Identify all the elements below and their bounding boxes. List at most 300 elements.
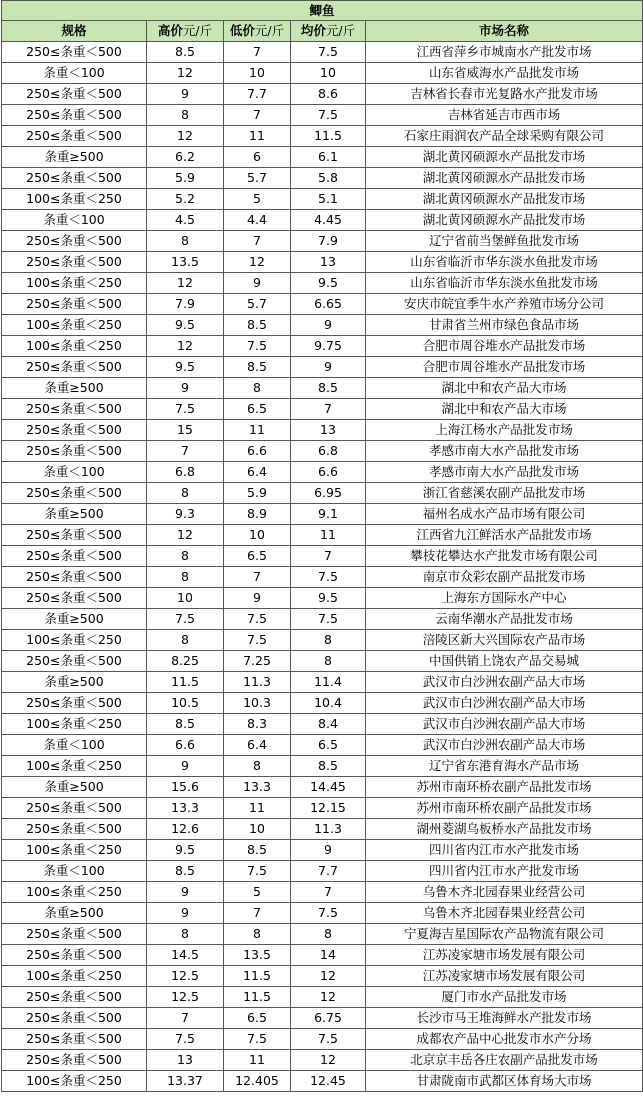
table-row <box>2 714 643 735</box>
cell-high: 12 <box>147 63 224 84</box>
cell-avg: 9.75 <box>291 336 366 357</box>
cell-high: 12.5 <box>147 966 224 987</box>
cell-market: 山东省临沂市华东淡水鱼批发市场 <box>366 273 643 294</box>
cell-spec: 100≤条重＜250 <box>2 189 147 210</box>
cell-spec: 250≤条重＜500 <box>2 1050 147 1071</box>
table-row <box>2 903 643 924</box>
cell-high: 8.25 <box>147 651 224 672</box>
cell-low: 8 <box>224 756 291 777</box>
cell-low: 7.25 <box>224 651 291 672</box>
header-high-unit: 元/斤 <box>182 23 213 38</box>
cell-spec: 条重≥500 <box>2 777 147 798</box>
table-row <box>2 252 643 273</box>
table-row <box>2 672 643 693</box>
table-row <box>2 399 643 420</box>
cell-high: 5.9 <box>147 168 224 189</box>
cell-market: 孝感市南大水产品批发市场 <box>366 462 643 483</box>
header-low-label: 低价 <box>229 23 255 38</box>
cell-spec: 250≤条重＜500 <box>2 651 147 672</box>
header-avg-label: 均价 <box>300 23 326 38</box>
cell-avg: 9 <box>291 315 366 336</box>
cell-market: 石家庄雨润农产品全球采购有限公司 <box>366 126 643 147</box>
cell-high: 9.3 <box>147 504 224 525</box>
cell-low: 7 <box>224 231 291 252</box>
cell-spec: 条重＜100 <box>2 735 147 756</box>
table-title-row <box>2 1 643 21</box>
table-header-row <box>2 21 643 42</box>
cell-high: 8 <box>147 105 224 126</box>
cell-low: 6.5 <box>224 1008 291 1029</box>
cell-spec: 250≤条重＜500 <box>2 105 147 126</box>
cell-avg: 6.75 <box>291 1008 366 1029</box>
cell-market: 湖北中和农产品大市场 <box>366 399 643 420</box>
cell-low: 9 <box>224 588 291 609</box>
cell-low: 8.5 <box>224 315 291 336</box>
cell-spec: 250≤条重＜500 <box>2 1008 147 1029</box>
cell-spec: 250≤条重＜500 <box>2 168 147 189</box>
table-row <box>2 483 643 504</box>
cell-low: 7 <box>224 105 291 126</box>
cell-avg: 8.5 <box>291 378 366 399</box>
cell-market: 辽宁省东港育海水产品市场 <box>366 756 643 777</box>
cell-avg: 6.5 <box>291 735 366 756</box>
header-market-label: 市场名称 <box>478 23 529 38</box>
cell-spec: 250≤条重＜500 <box>2 819 147 840</box>
cell-spec: 100≤条重＜250 <box>2 315 147 336</box>
cell-low: 8.3 <box>224 714 291 735</box>
cell-low: 11 <box>224 420 291 441</box>
cell-low: 6 <box>224 147 291 168</box>
cell-spec: 100≤条重＜250 <box>2 966 147 987</box>
cell-high: 8 <box>147 483 224 504</box>
cell-avg: 6.8 <box>291 441 366 462</box>
cell-low: 13.5 <box>224 945 291 966</box>
cell-market: 北京京丰岳各庄农副产品批发市场 <box>366 1050 643 1071</box>
cell-low: 5.9 <box>224 483 291 504</box>
cell-low: 7.5 <box>224 609 291 630</box>
cell-avg: 8.5 <box>291 756 366 777</box>
cell-market: 武汉市白沙洲农副产品大市场 <box>366 714 643 735</box>
cell-spec: 250≤条重＜500 <box>2 420 147 441</box>
table-row <box>2 420 643 441</box>
cell-low: 11 <box>224 1050 291 1071</box>
cell-spec: 250≤条重＜500 <box>2 567 147 588</box>
cell-low: 10 <box>224 819 291 840</box>
cell-market: 吉林省长春市光复路水产批发市场 <box>366 84 643 105</box>
cell-low: 7.5 <box>224 336 291 357</box>
cell-spec: 250≤条重＜500 <box>2 231 147 252</box>
cell-avg: 7.5 <box>291 105 366 126</box>
cell-spec: 条重≥500 <box>2 504 147 525</box>
cell-avg: 6.6 <box>291 462 366 483</box>
cell-spec: 100≤条重＜250 <box>2 882 147 903</box>
table-row <box>2 1071 643 1092</box>
table-row <box>2 609 643 630</box>
cell-spec: 250≤条重＜500 <box>2 1029 147 1050</box>
cell-high: 9 <box>147 84 224 105</box>
table-row <box>2 630 643 651</box>
cell-avg: 7.5 <box>291 42 366 63</box>
cell-market: 福州名成水产品市场有限公司 <box>366 504 643 525</box>
cell-spec: 100≤条重＜250 <box>2 336 147 357</box>
cell-market: 云南华潮水产品批发市场 <box>366 609 643 630</box>
table-row <box>2 924 643 945</box>
cell-avg: 5.8 <box>291 168 366 189</box>
cell-low: 12.405 <box>224 1071 291 1092</box>
cell-high: 5.2 <box>147 189 224 210</box>
header-avg <box>291 21 366 42</box>
cell-avg: 9.5 <box>291 273 366 294</box>
cell-spec: 250≤条重＜500 <box>2 441 147 462</box>
cell-high: 12 <box>147 126 224 147</box>
cell-market: 上海江杨水产品批发市场 <box>366 420 643 441</box>
cell-low: 7 <box>224 42 291 63</box>
cell-market: 江西省萍乡市城南水产批发市场 <box>366 42 643 63</box>
cell-high: 8.5 <box>147 861 224 882</box>
cell-market: 合肥市周谷堆水产品批发市场 <box>366 357 643 378</box>
header-avg-unit: 元/斤 <box>325 23 356 38</box>
cell-high: 12 <box>147 525 224 546</box>
cell-high: 7.5 <box>147 399 224 420</box>
cell-spec: 250≤条重＜500 <box>2 945 147 966</box>
cell-high: 7.9 <box>147 294 224 315</box>
cell-low: 6.5 <box>224 399 291 420</box>
cell-spec: 条重≥500 <box>2 903 147 924</box>
table-row <box>2 945 643 966</box>
cell-low: 7 <box>224 567 291 588</box>
table-row <box>2 861 643 882</box>
table-title: 鲫鱼 <box>2 1 643 21</box>
cell-avg: 9 <box>291 840 366 861</box>
cell-market: 湖北黄冈硕源水产品批发市场 <box>366 189 643 210</box>
cell-spec: 250≤条重＜500 <box>2 588 147 609</box>
cell-spec: 条重＜100 <box>2 462 147 483</box>
cell-high: 12 <box>147 336 224 357</box>
table-row <box>2 1050 643 1071</box>
cell-low: 4.4 <box>224 210 291 231</box>
cell-high: 12 <box>147 273 224 294</box>
cell-low: 7.7 <box>224 84 291 105</box>
cell-avg: 8 <box>291 924 366 945</box>
cell-avg: 7.5 <box>291 567 366 588</box>
cell-low: 7 <box>224 903 291 924</box>
cell-low: 9 <box>224 273 291 294</box>
header-high <box>147 21 224 42</box>
cell-high: 13 <box>147 1050 224 1071</box>
cell-spec: 条重≥500 <box>2 147 147 168</box>
header-low-unit: 元/斤 <box>254 23 285 38</box>
cell-spec: 条重≥500 <box>2 378 147 399</box>
cell-market: 长沙市马王堆海鲜水产批发市场 <box>366 1008 643 1029</box>
cell-spec: 250≤条重＜500 <box>2 126 147 147</box>
cell-avg: 8.6 <box>291 84 366 105</box>
cell-avg: 6.95 <box>291 483 366 504</box>
cell-market: 四川省内江市水产批发市场 <box>366 861 643 882</box>
cell-high: 6.6 <box>147 735 224 756</box>
cell-market: 厦门市水产品批发市场 <box>366 987 643 1008</box>
cell-market: 合肥市周谷堆水产品批发市场 <box>366 336 643 357</box>
table-row <box>2 693 643 714</box>
table-row <box>2 504 643 525</box>
cell-market: 中国供销上饶农产品交易城 <box>366 651 643 672</box>
cell-high: 7 <box>147 441 224 462</box>
cell-low: 11 <box>224 126 291 147</box>
cell-high: 14.5 <box>147 945 224 966</box>
cell-market: 涪陵区新大兴国际农产品市场 <box>366 630 643 651</box>
cell-high: 9.5 <box>147 315 224 336</box>
header-spec-label: 规格 <box>61 23 87 38</box>
cell-avg: 6.65 <box>291 294 366 315</box>
table-row <box>2 315 643 336</box>
cell-low: 8.5 <box>224 840 291 861</box>
cell-low: 7.5 <box>224 861 291 882</box>
cell-low: 7.5 <box>224 630 291 651</box>
cell-spec: 条重＜100 <box>2 210 147 231</box>
cell-market: 湖北黄冈硕源水产品批发市场 <box>366 210 643 231</box>
cell-market: 四川省内江市水产批发市场 <box>366 840 643 861</box>
cell-high: 15 <box>147 420 224 441</box>
cell-spec: 250≤条重＜500 <box>2 798 147 819</box>
table-row <box>2 42 643 63</box>
cell-market: 宁夏海吉星国际农产品物流有限公司 <box>366 924 643 945</box>
table-row <box>2 525 643 546</box>
cell-market: 浙江省慈溪农副产品批发市场 <box>366 483 643 504</box>
cell-avg: 7.9 <box>291 231 366 252</box>
table-row <box>2 147 643 168</box>
cell-high: 6.8 <box>147 462 224 483</box>
cell-spec: 条重＜100 <box>2 861 147 882</box>
cell-high: 15.6 <box>147 777 224 798</box>
cell-market: 武汉市白沙洲农副产品大市场 <box>366 693 643 714</box>
table-row <box>2 819 643 840</box>
header-high-label: 高价 <box>157 23 183 38</box>
cell-market: 苏州市南环桥农副产品批发市场 <box>366 798 643 819</box>
cell-high: 8 <box>147 231 224 252</box>
cell-avg: 11.3 <box>291 819 366 840</box>
cell-low: 8 <box>224 378 291 399</box>
cell-high: 10.5 <box>147 693 224 714</box>
table-row <box>2 441 643 462</box>
cell-low: 11 <box>224 798 291 819</box>
cell-high: 9 <box>147 903 224 924</box>
cell-avg: 10.4 <box>291 693 366 714</box>
table-row <box>2 273 643 294</box>
cell-low: 12 <box>224 252 291 273</box>
cell-spec: 100≤条重＜250 <box>2 273 147 294</box>
cell-market: 山东省临沂市华东淡水鱼批发市场 <box>366 252 643 273</box>
cell-avg: 12 <box>291 966 366 987</box>
cell-avg: 4.45 <box>291 210 366 231</box>
cell-avg: 12 <box>291 987 366 1008</box>
table-row <box>2 63 643 84</box>
cell-low: 10 <box>224 525 291 546</box>
cell-market: 成都农产品中心批发市水产分场 <box>366 1029 643 1050</box>
table-row <box>2 294 643 315</box>
cell-avg: 12.45 <box>291 1071 366 1092</box>
cell-low: 6.6 <box>224 441 291 462</box>
table-row <box>2 189 643 210</box>
cell-high: 13.5 <box>147 252 224 273</box>
cell-spec: 条重≥500 <box>2 672 147 693</box>
cell-avg: 7.7 <box>291 861 366 882</box>
header-low <box>224 21 291 42</box>
cell-high: 8 <box>147 546 224 567</box>
table-row <box>2 378 643 399</box>
table-row <box>2 567 643 588</box>
header-market <box>366 21 643 42</box>
cell-spec: 100≤条重＜250 <box>2 1071 147 1092</box>
cell-avg: 8.4 <box>291 714 366 735</box>
cell-spec: 100≤条重＜250 <box>2 714 147 735</box>
cell-market: 江苏凌家塘市场发展有限公司 <box>366 945 643 966</box>
cell-high: 12.5 <box>147 987 224 1008</box>
table-row <box>2 735 643 756</box>
cell-high: 4.5 <box>147 210 224 231</box>
cell-avg: 7 <box>291 399 366 420</box>
cell-low: 5.7 <box>224 168 291 189</box>
cell-low: 8 <box>224 924 291 945</box>
cell-avg: 7.5 <box>291 903 366 924</box>
cell-high: 9 <box>147 756 224 777</box>
table-row <box>2 798 643 819</box>
cell-market: 上海东方国际水产中心 <box>366 588 643 609</box>
cell-low: 5.7 <box>224 294 291 315</box>
cell-high: 9.5 <box>147 840 224 861</box>
table-row <box>2 1008 643 1029</box>
cell-market: 吉林省延吉市西市场 <box>366 105 643 126</box>
cell-low: 6.4 <box>224 735 291 756</box>
cell-market: 湖州菱湖乌板桥水产品批发市场 <box>366 819 643 840</box>
cell-avg: 12.15 <box>291 798 366 819</box>
cell-high: 9 <box>147 882 224 903</box>
cell-market: 江西省九江鲜活水产品批发市场 <box>366 525 643 546</box>
cell-spec: 250≤条重＜500 <box>2 987 147 1008</box>
cell-avg: 13 <box>291 420 366 441</box>
cell-spec: 条重≥500 <box>2 609 147 630</box>
cell-avg: 14.45 <box>291 777 366 798</box>
cell-spec: 250≤条重＜500 <box>2 693 147 714</box>
cell-market: 武汉市白沙洲农副产品大市场 <box>366 735 643 756</box>
cell-low: 11.3 <box>224 672 291 693</box>
cell-spec: 250≤条重＜500 <box>2 357 147 378</box>
table-row <box>2 756 643 777</box>
cell-low: 6.5 <box>224 546 291 567</box>
cell-low: 6.4 <box>224 462 291 483</box>
cell-spec: 250≤条重＜500 <box>2 483 147 504</box>
cell-avg: 7.5 <box>291 609 366 630</box>
table-row <box>2 168 643 189</box>
cell-avg: 12 <box>291 1050 366 1071</box>
cell-spec: 100≤条重＜250 <box>2 756 147 777</box>
cell-avg: 9 <box>291 357 366 378</box>
cell-avg: 10 <box>291 63 366 84</box>
price-table <box>1 0 643 1092</box>
cell-market: 武汉市白沙洲农副产品大市场 <box>366 672 643 693</box>
table-row <box>2 210 643 231</box>
cell-avg: 5.1 <box>291 189 366 210</box>
cell-market: 甘肃省兰州市绿色食品市场 <box>366 315 643 336</box>
cell-avg: 7 <box>291 546 366 567</box>
table-row <box>2 231 643 252</box>
table-row <box>2 357 643 378</box>
cell-high: 8 <box>147 924 224 945</box>
cell-market: 孝感市南大水产品批发市场 <box>366 441 643 462</box>
table-row <box>2 777 643 798</box>
cell-avg: 11.4 <box>291 672 366 693</box>
cell-avg: 6.1 <box>291 147 366 168</box>
cell-high: 12.6 <box>147 819 224 840</box>
cell-avg: 13 <box>291 252 366 273</box>
cell-avg: 7 <box>291 882 366 903</box>
cell-market: 湖北黄冈硕源水产品批发市场 <box>366 168 643 189</box>
cell-market: 湖北黄冈硕源水产品批发市场 <box>366 147 643 168</box>
cell-avg: 11 <box>291 525 366 546</box>
cell-low: 10 <box>224 63 291 84</box>
cell-avg: 8 <box>291 651 366 672</box>
cell-avg: 11.5 <box>291 126 366 147</box>
cell-high: 11.5 <box>147 672 224 693</box>
cell-high: 8 <box>147 567 224 588</box>
cell-avg: 14 <box>291 945 366 966</box>
cell-high: 7.5 <box>147 609 224 630</box>
table-row <box>2 840 643 861</box>
cell-spec: 250≤条重＜500 <box>2 546 147 567</box>
cell-low: 8.5 <box>224 357 291 378</box>
cell-high: 9.5 <box>147 357 224 378</box>
cell-spec: 250≤条重＜500 <box>2 924 147 945</box>
cell-low: 11.5 <box>224 987 291 1008</box>
cell-high: 8.5 <box>147 714 224 735</box>
cell-market: 乌鲁木齐北园春果业经营公司 <box>366 882 643 903</box>
cell-spec: 条重＜100 <box>2 63 147 84</box>
cell-spec: 250≤条重＜500 <box>2 294 147 315</box>
cell-high: 7.5 <box>147 1029 224 1050</box>
table-row <box>2 987 643 1008</box>
cell-market: 湖北中和农产品大市场 <box>366 378 643 399</box>
cell-market: 安庆市皖宜季牛水产养殖市场分公司 <box>366 294 643 315</box>
table-body <box>2 42 643 1092</box>
cell-high: 8.5 <box>147 42 224 63</box>
table-row <box>2 588 643 609</box>
cell-spec: 100≤条重＜250 <box>2 840 147 861</box>
table-row <box>2 882 643 903</box>
header-spec <box>2 21 147 42</box>
cell-low: 8.9 <box>224 504 291 525</box>
cell-spec: 250≤条重＜500 <box>2 42 147 63</box>
table-row <box>2 84 643 105</box>
cell-low: 10.3 <box>224 693 291 714</box>
cell-spec: 250≤条重＜500 <box>2 252 147 273</box>
cell-avg: 9.1 <box>291 504 366 525</box>
cell-spec: 250≤条重＜500 <box>2 525 147 546</box>
table-row <box>2 336 643 357</box>
cell-low: 7.5 <box>224 1029 291 1050</box>
cell-high: 13.3 <box>147 798 224 819</box>
cell-avg: 9.5 <box>291 588 366 609</box>
cell-low: 5 <box>224 882 291 903</box>
cell-spec: 250≤条重＜500 <box>2 399 147 420</box>
table-row <box>2 126 643 147</box>
cell-high: 13.37 <box>147 1071 224 1092</box>
table-row <box>2 1029 643 1050</box>
cell-avg: 8 <box>291 630 366 651</box>
cell-low: 11.5 <box>224 966 291 987</box>
cell-high: 10 <box>147 588 224 609</box>
cell-market: 江苏凌家塘市场发展有限公司 <box>366 966 643 987</box>
cell-market: 苏州市南环桥农副产品批发市场 <box>366 777 643 798</box>
cell-avg: 7.5 <box>291 1029 366 1050</box>
cell-market: 山东省威海水产品批发市场 <box>366 63 643 84</box>
